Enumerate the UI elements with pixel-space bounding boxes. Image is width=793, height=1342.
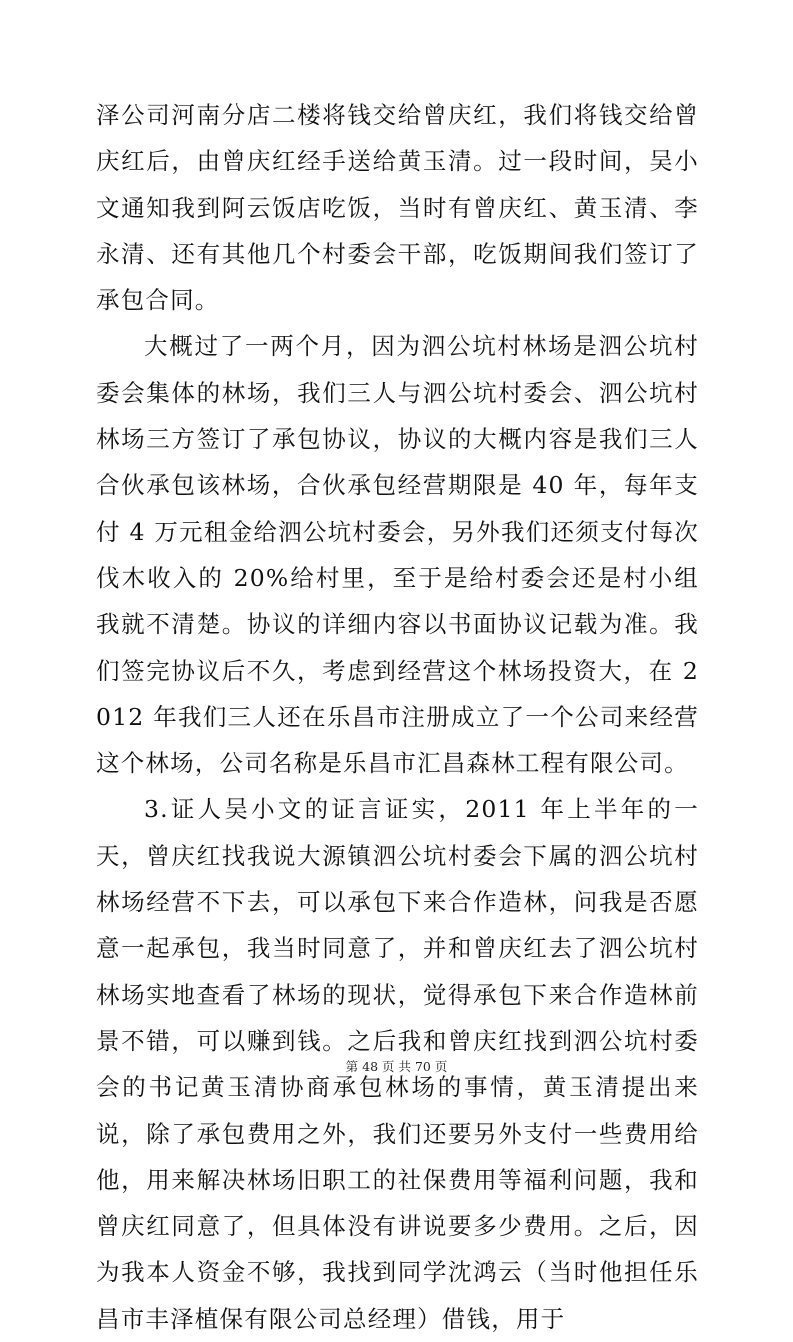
- document-body: [96, 92, 699, 1342]
- paragraph-witness-testimony: 3.证人吴小文的证言证实，2011 年上半年的一天，曾庆红找我说大源镇泗公坑村委会下属的泗公坑村林场经营不下去，可以承包下来合作造林，问我是否愿意一起承包，我当时同意了，并和曾庆红去了泗公坑村林场实地查看了林场的现状，觉得承包下来合作造林前景不错，可以赚到钱。之后我和曾庆红找到泗公坑村委会的书记黄玉清协商承包林场的事情，黄玉清提出来说，除了承包费用之外，我们还要另外支付一些费用给他，用来解决林场旧职工的社保费用等福利问题，我和曾庆红同意了，但具体没有讲说要多少费用。之后，因为我本人资金不够，我找到同学沈鸿云（当时他担任乐昌市丰泽植保有限公司总经理）借钱，用于: [96, 795, 699, 1333]
- paragraph-continuation: 泽公司河南分店二楼将钱交给曾庆红，我们将钱交给曾庆红后，由曾庆红经手送给黄玉清。过一段时间，吴小文通知我到阿云饭店吃饭，当时有曾庆红、黄玉清、李永清、还有其他几个村委会干部，吃饭期间我们签订了承包合同。: [96, 101, 699, 315]
- page-number-footer: 第 48 页 共 70 页: [345, 1059, 448, 1074]
- paragraph-contract-agreement: 大概过了一两个月，因为泗公坑村林场是泗公坑村委会集体的林场，我们三人与泗公坑村委会、泗公坑村林场三方签订了承包协议，协议的大概内容是我们三人合伙承包该林场，合伙承包经营期限是 40 年，每年支付 4 万元租金给泗公坑村委会，另外我们还须支付每次伐木收入的 20%给村里，至于是给村委会还是村小组我就不清楚。协议的详细内容以书面协议记载为准。我们签完协议后不久，考虑到经营这个林场投资大，在 2012 年我们三人还在乐昌市注册成立了一个公司来经营这个林场，公司名称是乐昌市汇昌森林工程有限公司。: [96, 332, 699, 778]
